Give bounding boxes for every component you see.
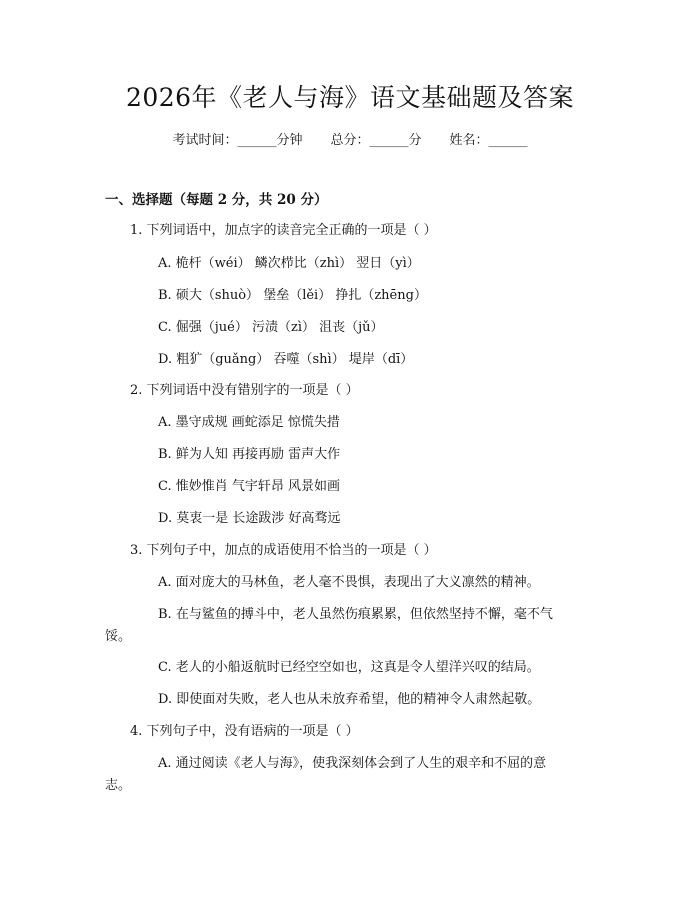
question-stem: 2. 下列词语中没有错别字的一项是（ ） bbox=[130, 383, 359, 398]
option-b: B. 鲜为人知 再接再励 雷声大作 bbox=[158, 447, 341, 462]
option-b: B. 在与鲨鱼的搏斗中，老人虽然伤痕累累，但依然坚持不懈，毫不气 bbox=[158, 607, 553, 622]
option-c: C. 倔强（jué） 污渍（zì） 沮丧（jǔ） bbox=[158, 320, 384, 335]
option-d: D. 粗犷（guǎng） 吞噬（shì） 堤岸（dī） bbox=[158, 352, 414, 367]
option-c: C. 老人的小船返航时已经空空如也，这真是令人望洋兴叹的结局。 bbox=[158, 660, 540, 675]
student-name: 姓名：______ bbox=[449, 133, 528, 148]
option-a: A. 桅杆（wéi） 鳞次栉比（zhì） 翌日（yì） bbox=[158, 256, 420, 271]
option-b-continuation: 馁。 bbox=[105, 629, 132, 644]
question-stem: 4. 下列句子中，没有语病的一项是（ ） bbox=[130, 724, 359, 739]
question-stem: 1. 下列词语中，加点字的读音完全正确的一项是（ ） bbox=[130, 223, 437, 238]
exam-time: 考试时间：______分钟 bbox=[172, 133, 303, 148]
exam-meta bbox=[0, 130, 700, 152]
option-c: C. 惟妙惟肖 气宇轩昂 风景如画 bbox=[158, 479, 341, 494]
option-d: D. 莫衷一是 长途跋涉 好高骛远 bbox=[158, 511, 341, 526]
total-score: 总分：______分 bbox=[330, 133, 422, 148]
option-a-continuation: 志。 bbox=[105, 778, 132, 793]
section-heading: 一、选择题（每题 2 分，共 20 分） bbox=[105, 192, 328, 208]
option-d: D. 即使面对失败，老人也从未放弃希望，他的精神令人肃然起敬。 bbox=[158, 692, 541, 707]
option-a: A. 面对庞大的马林鱼，老人毫不畏惧，表现出了大义凛然的精神。 bbox=[158, 575, 540, 590]
page-title: 2026年《老人与海》语文基础题及答案 bbox=[125, 83, 575, 112]
option-a: A. 通过阅读《老人与海》，使我深刻体会到了人生的艰辛和不屈的意 bbox=[158, 756, 547, 771]
option-a: A. 墨守成规 画蛇添足 惊慌失措 bbox=[158, 415, 340, 430]
question-stem: 3. 下列句子中，加点的成语使用不恰当的一项是（ ） bbox=[130, 543, 437, 558]
option-b: B. 硕大（shuò） 堡垒（lěi） 挣扎（zhēng） bbox=[158, 288, 427, 303]
